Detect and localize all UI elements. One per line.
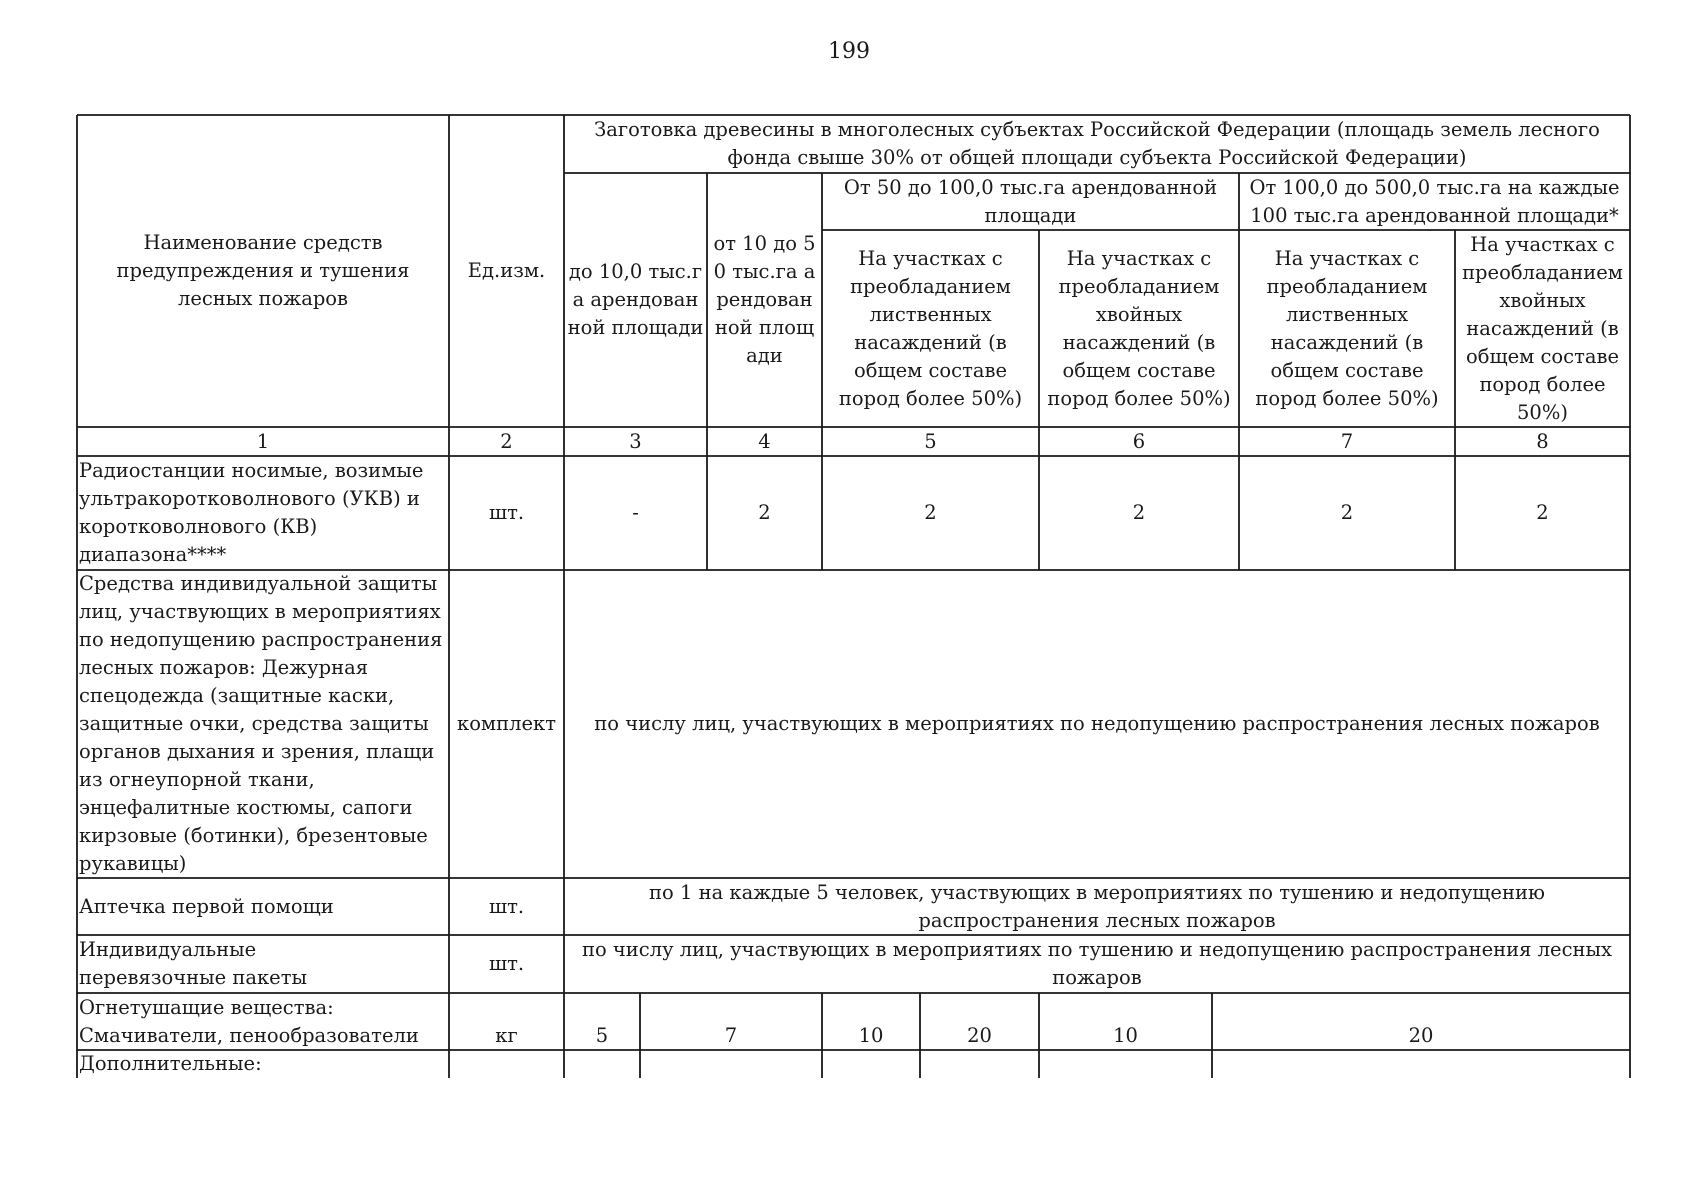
row-ppe-unit: комплект <box>457 712 556 735</box>
header-col3: до 10,0 тыс.га арендованной площади <box>567 260 704 339</box>
column-number-2: 2 <box>500 429 513 453</box>
row-extinguishing-value-4: 20 <box>967 1023 992 1047</box>
column-number-1: 1 <box>256 429 270 453</box>
row-extinguishing-value-1: 5 <box>595 1023 609 1047</box>
header-col7: На участках с преобладанием лиственных насаждений (в общем составе пород более 50%) <box>1255 246 1439 410</box>
column-number-3: 3 <box>629 429 642 453</box>
row-radio-name: Радиостанции носимые, возимые ультракоротковолнового (УКВ) и коротковолнового (КВ) диапазона**** <box>79 459 424 566</box>
row-dressing-unit: шт. <box>488 952 525 975</box>
header-group-title: Заготовка древесины в многолесных субъектах Российской Федерации (площадь земель лесного фонда свыше 30% от общей площади субъекта Российской Федерации) <box>594 118 1600 169</box>
header-col4: от 10 до 50 тыс.га арендованной площади <box>713 232 816 367</box>
column-number-6: 6 <box>1132 429 1146 453</box>
header-col8: На участках с преобладанием хвойных насаждений (в общем составе пород более 50%) <box>1462 232 1623 424</box>
row-dressing-name: Индивидуальные перевязочные пакеты <box>79 938 308 989</box>
header-100-500-group: От 100,0 до 500,0 тыс.га на каждые 100 тыс.га арендованной площади* <box>1249 175 1620 227</box>
row-additional-name: Дополнительные: <box>79 1052 262 1075</box>
row-radio-col7: 2 <box>1340 501 1354 524</box>
column-number-8: 8 <box>1536 429 1549 453</box>
row-first-aid-name: Аптечка первой помощи <box>79 894 334 918</box>
row-ppe-merged: по числу лиц, участвующих в мероприятиях по недопущению распространения лесных пожаров <box>594 712 1600 735</box>
header-name-column: Наименование средств предупреждения и тушения лесных пожаров <box>116 231 410 310</box>
row-first-aid-unit: шт. <box>488 894 525 918</box>
header-50-100-group: От 50 до 100,0 тыс.га арендованной площади <box>843 175 1218 227</box>
row-extinguishing-value-2: 7 <box>724 1023 738 1047</box>
row-extinguishing-unit: кг <box>495 1023 518 1047</box>
row-extinguishing-value-5: 10 <box>1113 1023 1138 1047</box>
header-unit-column: Ед.изм. <box>467 259 546 282</box>
row-extinguishing-value-3: 10 <box>858 1023 884 1047</box>
row-extinguishing-name: Огнетушащие вещества: Смачиватели, пенообразователи <box>79 995 419 1047</box>
column-number-7: 7 <box>1340 429 1354 453</box>
row-extinguishing-value-6: 20 <box>1408 1023 1434 1047</box>
row-radio-col8: 2 <box>1536 501 1549 524</box>
row-radio-col3: - <box>632 501 639 524</box>
row-radio-unit: шт. <box>488 501 525 524</box>
row-radio-col6: 2 <box>1132 501 1146 524</box>
column-number-4: 4 <box>758 429 771 453</box>
column-number-5: 5 <box>924 429 937 453</box>
row-radio-col5: 2 <box>924 501 937 524</box>
row-dressing-merged: по числу лиц, участвующих в мероприятиях по тушению и недопущению распространения лесных пожаров <box>581 938 1613 989</box>
header-col6: На участках с преобладанием хвойных насаждений (в общем составе пород более 50%) <box>1047 246 1231 410</box>
page-number: 199 <box>828 39 870 64</box>
row-radio-col4: 2 <box>758 501 771 524</box>
header-col5: На участках с преобладанием лиственных насаждений (в общем составе пород более 50%) <box>838 246 1023 410</box>
row-ppe-name: Средства индивидуальной защиты лиц, участвующих в мероприятиях по недопущению распространения лесных пожаров: Дежурная спецодежда (защитные каски, защитные очки, средства защиты органов дыхания и зрения, плащи из огнеупорной ткани, энцефалитные костюмы, сапоги кирзовые (ботинки), брезентовые рукавицы) <box>79 572 443 875</box>
row-first-aid-merged: по 1 на каждые 5 человек, участвующих в мероприятиях по тушению и недопущению распространения лесных пожаров <box>649 880 1545 932</box>
